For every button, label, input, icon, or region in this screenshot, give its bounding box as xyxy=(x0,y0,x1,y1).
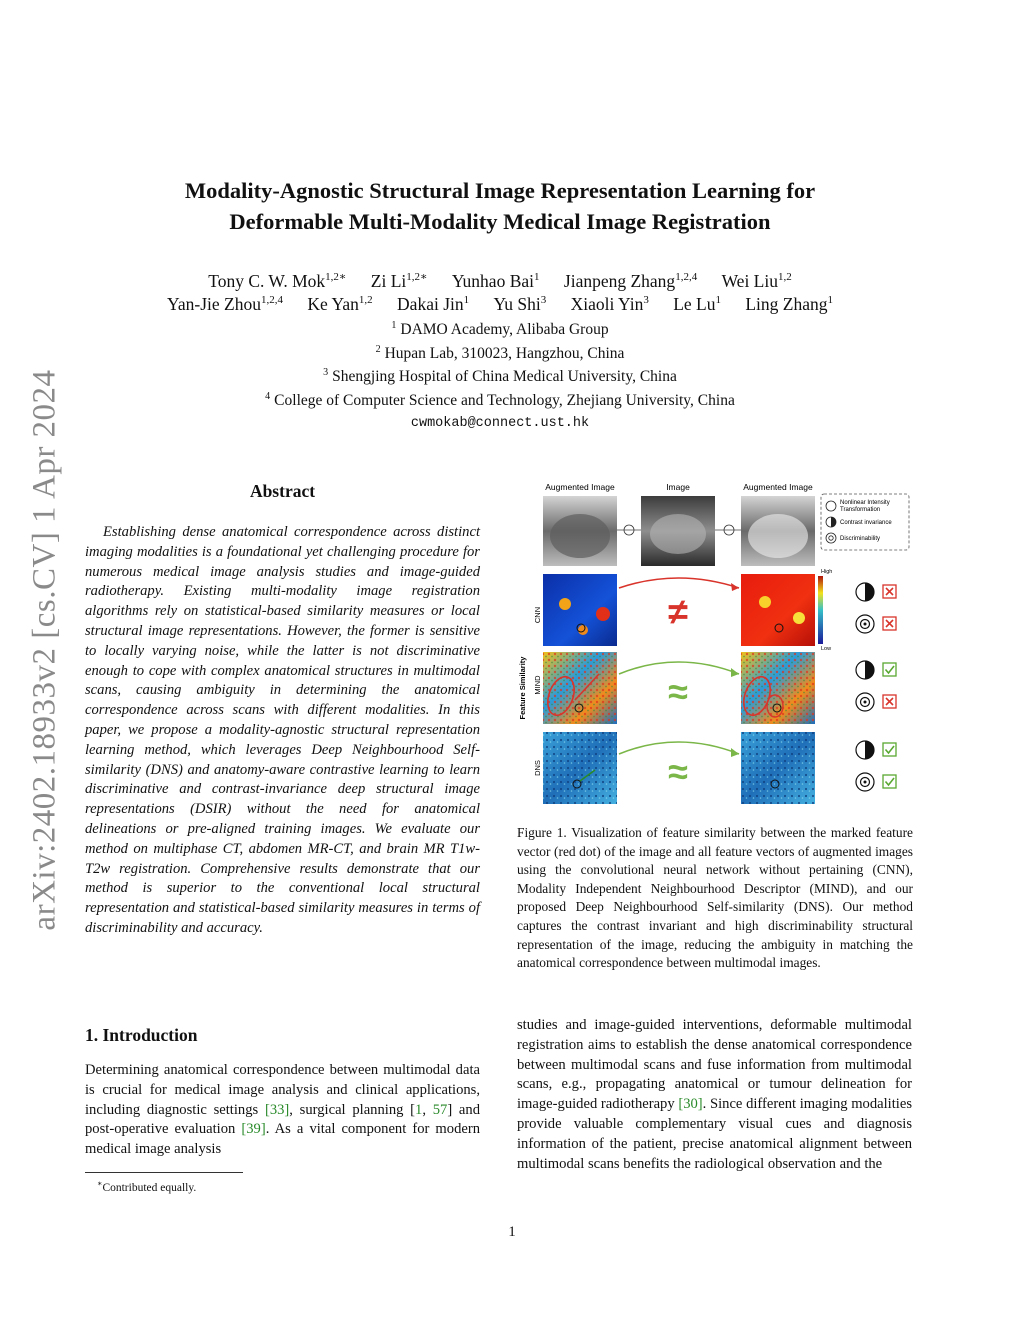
cnn-discriminability-result xyxy=(856,615,896,633)
arxiv-id: arXiv:2402.18933v2 [cs.CV] 1 Apr 2024 xyxy=(26,369,63,931)
target-icon-dot xyxy=(864,701,867,704)
author: Xiaoli Yin$^3$ xyxy=(570,294,649,314)
paper-title xyxy=(100,175,900,237)
contrast-icon-half xyxy=(865,583,874,601)
ct-body-outline xyxy=(748,514,808,558)
colorbar-high: High xyxy=(821,569,833,575)
dns-texture xyxy=(741,732,815,804)
legend-contrast: Contrast invariance xyxy=(840,520,892,526)
affiliation: $^4$ College of Computer Science and Technology, Zhejiang University, China xyxy=(265,391,735,410)
label-image: Image xyxy=(666,482,690,492)
feature-similarity-label: Feature Similarity xyxy=(518,656,527,720)
authors-row-1 xyxy=(60,270,940,292)
nonlinear-icon xyxy=(826,501,836,511)
title-line-2: Deformable Multi-Modality Medical Image Registration xyxy=(229,209,771,234)
mind-arrowhead xyxy=(731,668,739,677)
ct-body-outline xyxy=(550,514,610,558)
check-icon xyxy=(883,775,896,788)
contrast-icon-half xyxy=(865,661,874,679)
affiliation: $^3$ Shengjing Hospital of China Medical University, China xyxy=(323,367,677,386)
figure-caption: Figure 1. Visualization of feature similarity between the marked feature vector (red dot) of the image and all feature vectors of augmented images using the convolutional neural network without pertaining (CNN), Modality Independent Neighbourhood Descriptor (MIND), and our proposed Deep Neighbourhood Self-similarity (DNS). Our method captures the contrast invariant and high discriminability structural representation of the image, reducing the ambiguity in matching the anatomical correspondence between multimodal images. xyxy=(517,825,913,971)
author: Zi $Li^{1,2∗}$ xyxy=(370,270,428,291)
citation-link[interactable]: [39] xyxy=(241,1121,266,1138)
approx-sign-dns: ≈ xyxy=(668,751,688,792)
author: Yan-Jie Zhou$^{1,2,4}$ xyxy=(167,294,283,314)
authors-row-2 xyxy=(60,294,940,315)
cnn-hotspot xyxy=(578,625,588,635)
contrast-icon-half xyxy=(865,741,874,759)
page-number: 1 xyxy=(508,1224,516,1240)
title-line-1: Modality-Agnostic Structural Image Representation Learning for xyxy=(184,178,816,203)
cnn-arrow xyxy=(619,578,739,588)
intro-heading: 1. Introduction xyxy=(85,1025,198,1045)
author: Tony C. W. Mok$^{1,2∗}$ xyxy=(208,270,347,291)
author: Ke Yan$^{1,2}$ xyxy=(307,294,373,314)
author: Ling Zhang$^1$ xyxy=(745,294,833,314)
label-augmented-image-right: Augmented Image xyxy=(743,482,813,492)
dns-arrowhead xyxy=(731,748,739,757)
cnn-map-right xyxy=(741,574,815,646)
author: Yu Shi$^3$ xyxy=(493,294,547,314)
mind-discriminability-result xyxy=(856,693,896,711)
abstract-text: Establishing dense anatomical correspondence across distinct imaging modalities is a foundational yet challenging procedure for numerous medical image analysis studies and image-guided radiotherapy. Existing multi-modality image registration algorithms rely on statistical-based similarity measures or local structural image representations. However, the former is sensitive to locally varying noise, while the latter is not discriminative enough to cope with complex anatomical structures in multimodal scans, causing ambiguity in determining the anatomical correspondence across scans with different modalities. In this paper, we propose a modality-agnostic structural representation learning method, which leverages Deep Neighbourhood Self-similarity (DNS) and anatomy-aware contrastive learning to learn discriminative and contrast-invariance deep structural image representations (DSIR) without the need for anatomical delineations or pre-aligned training images. We evaluate our method on multiphase CT, abdomen MR-CT, and brain MR T1w-T2w registration. Comprehensive results demonstrate that our method is superior to the conventional local structural representation and statistical-based similarity measures in terms of discriminability and accuracy. xyxy=(85,524,480,936)
citation-link[interactable]: 57 xyxy=(432,1101,448,1118)
legend-discriminability: Discriminability xyxy=(840,536,881,542)
mind-texture xyxy=(543,652,617,724)
cnn-hotspot xyxy=(793,612,805,624)
dns-discriminability-result xyxy=(856,773,896,791)
cnn-hotspot xyxy=(596,607,610,621)
cnn-hotspot xyxy=(559,598,571,610)
not-equal-sign: ≠ xyxy=(668,591,688,632)
legend-nonlinear: Nonlinear Intensity xyxy=(840,500,890,506)
citation-link[interactable]: [33] xyxy=(264,1101,290,1118)
author: Yunhao Bai$^1$ xyxy=(451,270,540,291)
cnn-contrast-result xyxy=(856,583,896,601)
check-icon xyxy=(883,743,896,756)
arxiv-stamp xyxy=(0,350,90,950)
colorbar xyxy=(818,576,823,644)
row-label-dns: DNS xyxy=(533,760,542,776)
author: Dakai Jin$^1$ xyxy=(397,294,470,314)
author: Jianpeng Zhang$^{1,2,4}$ xyxy=(563,270,698,291)
cnn-hotspot xyxy=(759,596,771,608)
footnote-rule xyxy=(85,1172,243,1173)
contact-email[interactable]: cwmokab@connect.ust.hk xyxy=(410,416,590,431)
intro-paragraph: Determining anatomical correspondence between multimodal data is crucial for medical image analysis and clinical applications, including diagnostic settings [33], surgical planning [1, 57] and post-operative evaluation [39]. As a vital component for modern medical image analysis xyxy=(85,1062,481,1158)
target-icon xyxy=(826,533,836,543)
figure-1 xyxy=(517,478,917,808)
legend-transformation: Transformation xyxy=(840,507,881,513)
affiliation: $^2$ Hupan Lab, 310023, Hangzhou, China xyxy=(375,344,625,363)
approx-sign-mind: ≈ xyxy=(668,671,688,712)
dns-contrast-result xyxy=(856,741,896,759)
row-label-mind: MIND xyxy=(533,675,542,695)
label-augmented-image-left: Augmented Image xyxy=(545,482,615,492)
author: Wei Liu$^{1,2}$ xyxy=(721,270,792,291)
intro-paragraph-continued: studies and image-guided interventions, deformable multimodal registration aims to establish the dense anatomical correspondence between multimodal scans and fuse information from multimodal scans, e.g., propagating anatomical or tumour delineation for image-guided radiotherapy [30]. Since different imaging modalities provide valuable complementary visual cues and diagnosis information of the patient, precise anatomical alignment between multimodal scans benefits the radiological observation and the xyxy=(517,1017,913,1172)
author: Le Lu$^1$ xyxy=(673,294,721,314)
check-icon xyxy=(883,663,896,676)
affiliation: $^1$ DAMO Academy, Alibaba Group xyxy=(391,320,609,339)
footnote: ∗Contributed equally. xyxy=(97,1179,197,1194)
citation-link[interactable]: 1 xyxy=(415,1101,423,1118)
citation-link[interactable]: [30] xyxy=(678,1096,703,1113)
target-icon-dot xyxy=(864,781,867,784)
abstract-heading: Abstract xyxy=(249,481,316,501)
mind-texture xyxy=(741,652,815,724)
colorbar-low: Low xyxy=(821,646,832,652)
mind-contrast-result xyxy=(856,661,896,679)
ct-body-outline xyxy=(650,514,706,554)
target-icon-dot xyxy=(864,623,867,626)
dns-texture xyxy=(543,732,617,804)
row-label-cnn: CNN xyxy=(533,606,542,624)
